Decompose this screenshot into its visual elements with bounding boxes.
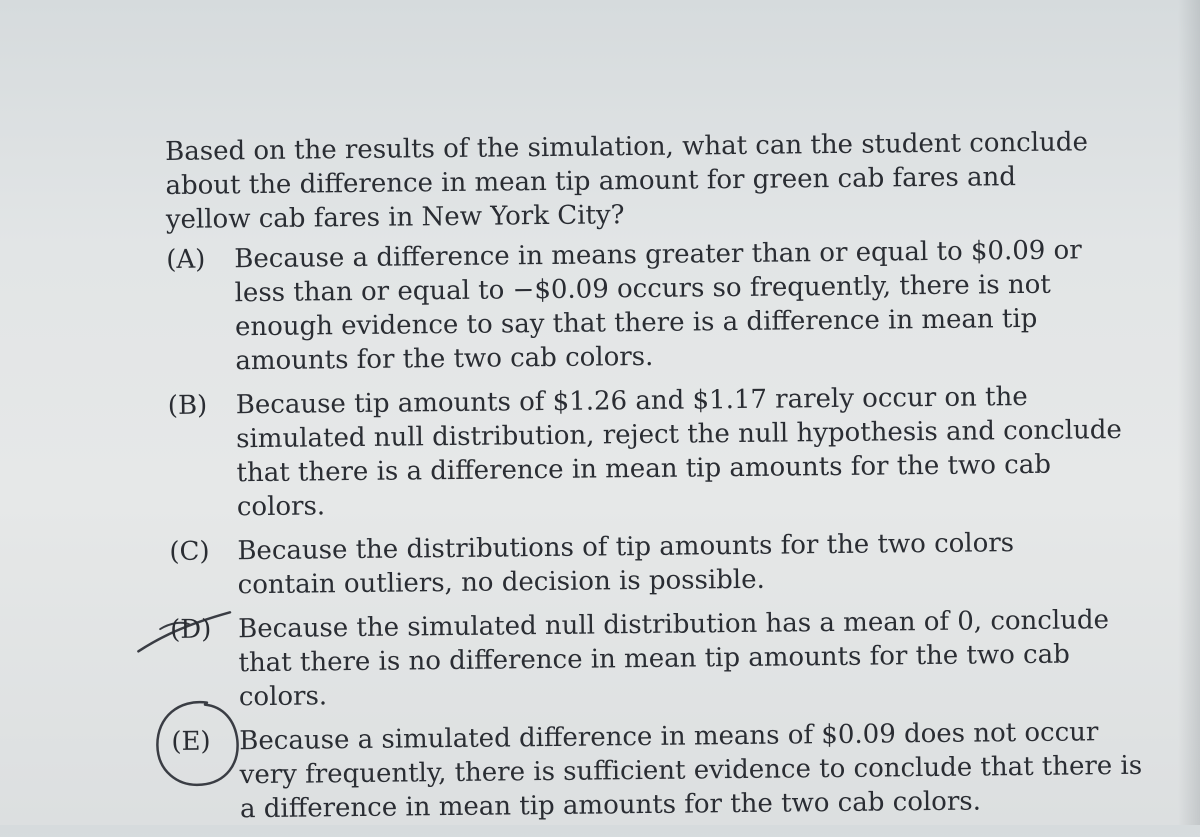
option-c[interactable] [169, 525, 1098, 603]
option-c-letter: (C) [169, 536, 210, 567]
option-b-text: Because tip amounts of $1.26 and $1.17 rarely occur on the simulated null distribution, reject the null hypothesis and conclude that there is a difference in mean tip amounts for the two cab colors. [235, 381, 1123, 523]
option-b-letter: (B) [167, 390, 208, 421]
option-b[interactable] [168, 379, 1137, 525]
page-edge-shadow [1178, 0, 1200, 825]
option-a-text: Because a difference in means greater than or equal to $0.09 or less than or equal to −$0.09 occurs so frequently, there is not enough evidence to say that there is a difference in mean tip amounts for the two cab colors. [234, 235, 1082, 377]
option-d-text: Because the simulated null distribution has a mean of 0, conclude that there is no difference in mean tip amounts for the two cab colors. [238, 605, 1110, 713]
option-c-text: Because the distributions of tip amounts for the two colors contain outliers, no decision is possible. [237, 528, 1015, 601]
option-e-letter: (E) [171, 726, 211, 757]
option-d-letter: (D) [170, 614, 212, 645]
option-a[interactable] [166, 233, 1095, 379]
question-block [165, 125, 1147, 837]
option-d[interactable] [170, 603, 1139, 715]
option-e-text: Because a simulated difference in means of $0.09 does not occur very frequently, there is sufficient evidence to conclude that there is a difference in mean tip amounts for the two cab colors. [239, 717, 1143, 825]
option-e[interactable] [171, 715, 1155, 827]
question-text: Based on the results of the simulation, what can the student conclude about the difference in mean tip amount for green cab fares and yellow cab fares in New York City? [165, 127, 1089, 235]
option-a-letter: (A) [166, 244, 206, 275]
